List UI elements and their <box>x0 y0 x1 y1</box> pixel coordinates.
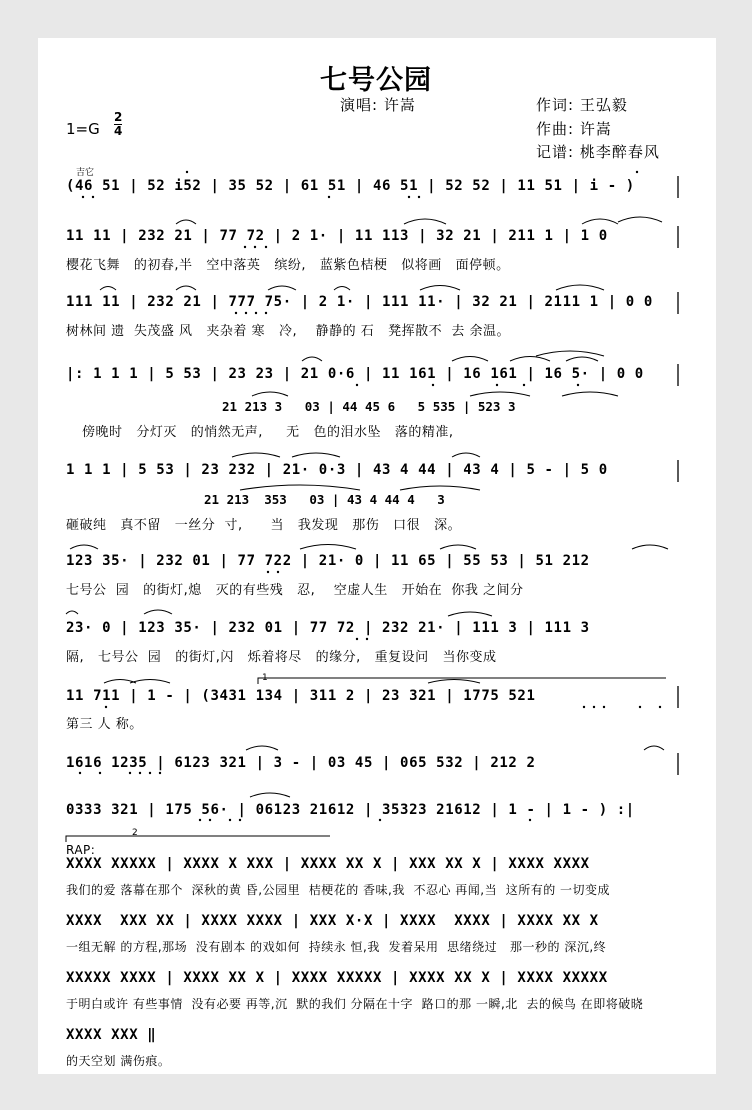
octave-dot <box>328 196 330 198</box>
key-signature: 1=G <box>66 120 100 138</box>
slur <box>302 357 322 361</box>
notation-row-2: 11 11 | 232 21 | 77 72 | 2 1· | 11 113 | 32 21 | 211 1 | 1 0 <box>66 228 608 244</box>
octave-dot <box>159 772 161 774</box>
octave-dot <box>496 384 498 386</box>
notation-row-1: (46 51 | 52 i52 | 35 52 | 61 51 | 46 51 | 52 52 | 11 51 | i - ) <box>66 178 635 194</box>
composer-credit: 作曲: 许嵩 <box>536 120 612 138</box>
slur <box>250 793 290 797</box>
notation-row-4: |: 1 1 1 | 5 53 | 23 23 | 21 0·6 | 11 161 | 16 161 | 16 5· | 0 0 <box>66 366 644 382</box>
rap-lyrics-row-2: 一组无解 的方程,那场 没有剧本 的戏如何 持续永 恒,我 发着呆用 思绪绕过 那一秒的 深沉,终 <box>66 940 607 954</box>
octave-dot <box>186 171 188 173</box>
octave-dot <box>356 638 358 640</box>
octave-dot <box>432 384 434 386</box>
slur <box>470 392 530 396</box>
octave-dot <box>523 384 525 386</box>
slur <box>100 287 116 291</box>
singer-credit: 演唱: 许嵩 <box>340 96 416 114</box>
slur <box>510 357 550 362</box>
octave-dot <box>636 171 638 173</box>
octave-dot <box>209 819 211 821</box>
lyrics-row-4: 傍晚时 分灯灭 的悄然无声, 无 色的泪水坠 落的精准, <box>82 425 454 440</box>
slur <box>448 612 492 616</box>
rap-rhythm-row-2: XXXX XXX XX | XXXX XXXX | XXX X·X | XXXX XXXX | XXXX XX X <box>66 913 599 929</box>
slur <box>452 453 480 457</box>
volta-1-label: 1 <box>262 673 268 683</box>
lyrics-row-8: 第三 人 称。 <box>66 717 143 732</box>
octave-dot <box>267 571 269 573</box>
transcriber-credit: 记谱: 桃李醉春风 <box>536 143 660 161</box>
slur <box>562 392 618 396</box>
octave-dot <box>245 312 247 314</box>
slur <box>144 610 172 614</box>
slur <box>176 286 196 290</box>
harmony-row-5: 21 213 353 03 | 43 4 44 4 3 <box>204 492 445 507</box>
slur <box>334 287 350 291</box>
lyrics-row-6: 七号公 园 的街灯,熄 灭的有些残 忍, 空虚人生 开始在 你我 之间分 <box>66 583 524 598</box>
octave-dot <box>277 571 279 573</box>
octave-dot <box>129 772 131 774</box>
notation-row-5: 1 1 1 | 5 53 | 23 232 | 21· 0·3 | 43 4 44 | 43 4 | 5 - | 5 0 <box>66 462 608 478</box>
octave-dot <box>235 312 237 314</box>
octave-dot <box>149 772 151 774</box>
slur <box>70 545 98 549</box>
notation-row-10: 0333 321 | 175 56· | 06123 21612 | 35323 21612 | 1 - | 1 - ) :| <box>66 802 635 818</box>
slur <box>420 286 460 291</box>
volta-1-bracket <box>258 678 666 684</box>
notation-row-8: 11 711 | 1 - | (3431 134 | 311 2 | 23 321 | 1775 521 <box>66 688 536 704</box>
octave-dot <box>82 196 84 198</box>
lyricist-credit: 作词: 王弘毅 <box>536 96 628 114</box>
slur <box>66 611 78 614</box>
octave-dot <box>239 819 241 821</box>
slur <box>632 545 668 549</box>
slur <box>566 357 598 361</box>
volta-2-bracket <box>66 836 330 842</box>
slur <box>240 485 360 490</box>
octave-dot <box>583 706 585 708</box>
lyrics-row-7: 隔, 七号公 园 的街灯,闪 烁着将尽 的缘分, 重复设问 当你变成 <box>66 650 497 665</box>
octave-dot <box>229 819 231 821</box>
rap-rhythm-row-3: XXXXX XXXX | XXXX XX X | XXXX XXXXX | XXXX XX X | XXXX XXXXX <box>66 970 608 986</box>
slur <box>268 286 296 290</box>
song-title: 七号公园 <box>320 65 432 96</box>
octave-dot <box>593 706 595 708</box>
lyrics-row-3: 树林间 遗 失茂盛 风 夹杂着 寒 冷, 静静的 石 凳挥散不 去 余温。 <box>66 324 511 339</box>
octave-dot <box>199 819 201 821</box>
time-signature-bottom: 4 <box>114 124 123 138</box>
rap-rhythm-row-4: XXXX XXX ‖ <box>66 1027 157 1043</box>
slur <box>644 746 664 750</box>
octave-dot <box>105 706 107 708</box>
octave-dot <box>366 638 368 640</box>
slur <box>428 680 480 684</box>
slur <box>232 453 280 457</box>
lyrics-row-5: 砸破纯 真不留 一丝分 寸, 当 我发现 那伤 口很 深。 <box>66 518 462 533</box>
rap-lyrics-row-4: 的天空划 满伤痕。 <box>66 1054 171 1068</box>
octave-dot <box>244 246 246 248</box>
notation-row-6: 123 35· | 232 01 | 77 722 | 21· 0 | 11 65 | 55 53 | 51 212 <box>66 553 590 569</box>
octave-dot <box>254 246 256 248</box>
octave-dot <box>255 312 257 314</box>
octave-dot <box>639 706 641 708</box>
slur <box>300 545 356 550</box>
octave-dot <box>418 196 420 198</box>
guitar-label: 吉它 <box>76 168 95 178</box>
slur <box>292 453 340 457</box>
time-signature-top: 2 <box>114 110 123 124</box>
octave-dot <box>92 196 94 198</box>
rap-label: RAP: <box>66 843 96 857</box>
lyrics-row-2: 樱花飞舞 的初春,半 空中落英 缤纷, 蓝紫色桔梗 似将画 面停顿。 <box>66 258 510 273</box>
slur <box>582 219 618 224</box>
slur <box>452 357 488 362</box>
notation-row-7: 23· 0 | 123 35· | 232 01 | 77 72 | 232 21· | 111 3 | 111 3 <box>66 620 590 636</box>
octave-dot <box>603 706 605 708</box>
notation-row-9: 1616 1235 | 6123 321 | 3 - | 03 45 | 065 532 | 212 2 <box>66 755 536 771</box>
octave-dot <box>379 819 381 821</box>
rap-lyrics-row-3: 于明白或许 有些事情 没有必要 再等,沉 默的我们 分隔在十字 路口的那 一瞬,北 去的候鸟 在即将破晓 <box>66 997 644 1011</box>
octave-dot <box>265 246 267 248</box>
octave-dot <box>659 706 661 708</box>
slur <box>536 351 604 356</box>
slur <box>440 545 476 549</box>
octave-dot <box>577 384 579 386</box>
slur <box>176 220 196 224</box>
slur <box>246 746 278 750</box>
octave-dot <box>79 772 81 774</box>
notation-row-3: 111 11 | 232 21 | 777 75· | 2 1· | 111 11· | 32 21 | 2111 1 | 0 0 <box>66 294 653 310</box>
octave-dot <box>408 196 410 198</box>
slur <box>404 219 446 224</box>
octave-dot <box>529 819 531 821</box>
slur <box>556 285 604 290</box>
rap-rhythm-row-1: XXXX XXXXX | XXXX X XXX | XXXX XX X | XXX XX X | XXXX XXXX <box>66 856 590 872</box>
octave-dot <box>139 772 141 774</box>
slur <box>252 392 288 396</box>
rap-lyrics-row-1: 我们的爱 落幕在那个 深秋的黄 昏,公园里 桔梗花的 香味,我 不忍心 再闻,当 这所有的 一切变成 <box>66 883 611 897</box>
octave-dot <box>99 772 101 774</box>
harmony-row-4: 21 213 3 03 | 44 45 6 5 535 | 523 3 <box>222 399 516 414</box>
slur <box>618 217 662 222</box>
volta-2-label: 2 <box>132 828 138 838</box>
slur <box>400 486 480 490</box>
octave-dot <box>265 312 267 314</box>
octave-dot <box>356 384 358 386</box>
